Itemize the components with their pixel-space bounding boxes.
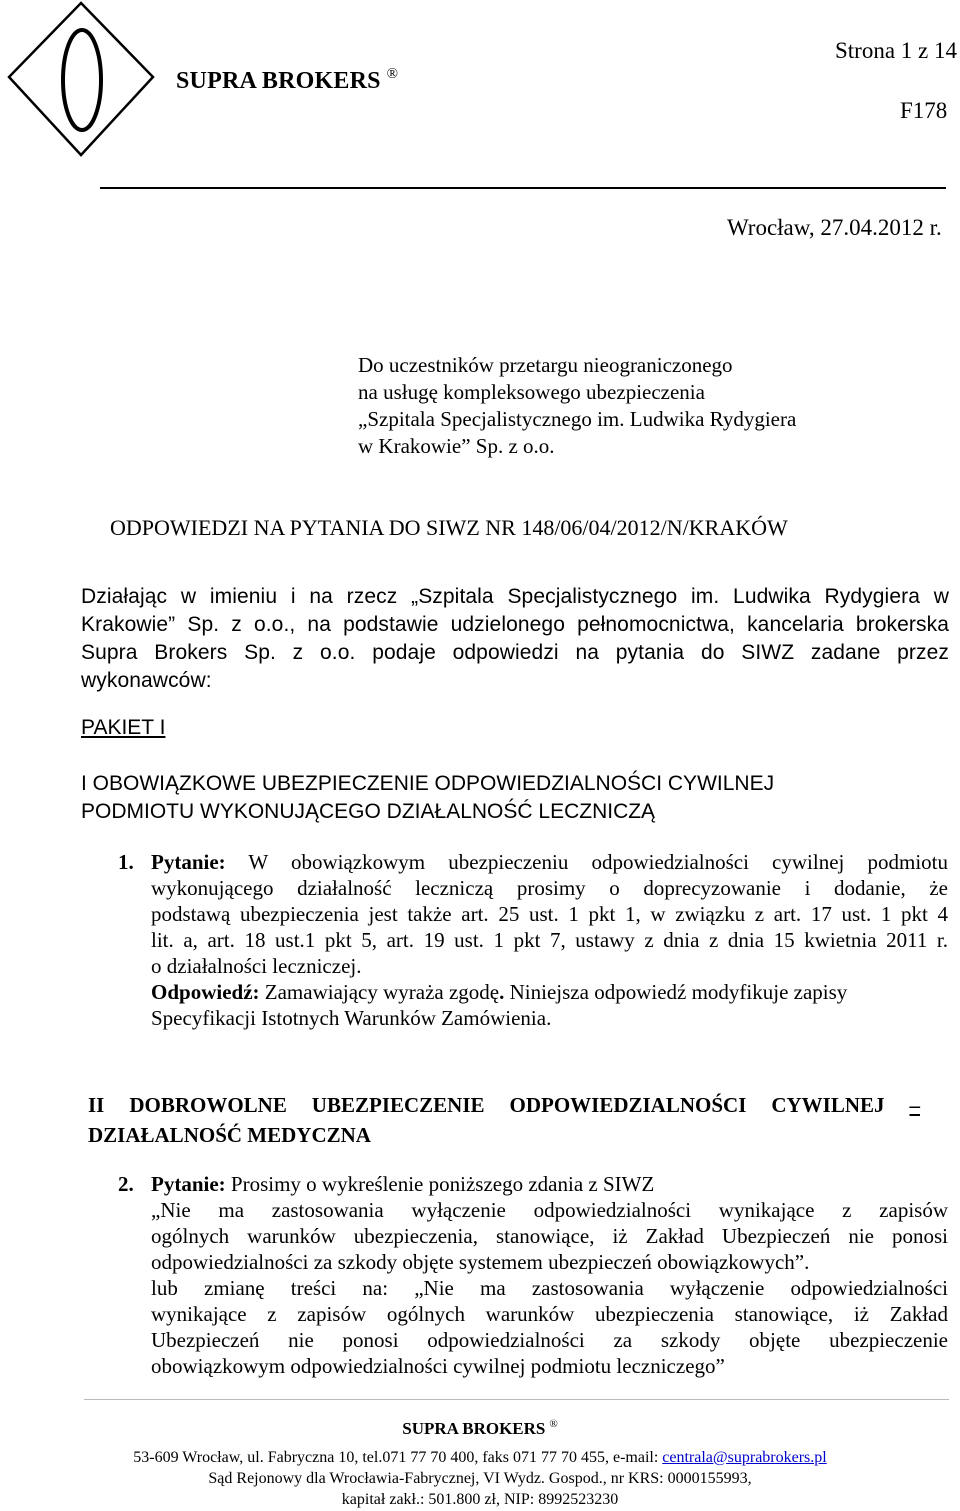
addressee-line: Do uczestników przetargu nieograniczonego <box>358 353 733 377</box>
question-1-line: lit. a, art. 18 ust.1 pkt 5, art. 19 ust. 1 pkt 7, ustawy z dnia z dnia 15 kwietnia 2011 r. <box>151 928 948 952</box>
footer-address: 53-609 Wrocław, ul. Fabryczna 10, tel.071 77 70 400, faks 071 77 70 455, e-mail: centrala@suprabrokers.pl <box>133 1449 827 1466</box>
brand-name: SUPRA BROKERS ® <box>176 66 399 94</box>
section-2-heading <box>88 1090 920 1150</box>
question-2-line: lub zmianę treści na: „Nie ma zastosowania wyłączenie odpowiedzialności <box>151 1276 948 1300</box>
answer-label: Odpowiedź: <box>151 980 260 1004</box>
question-2-line: „Nie ma zastosowania wyłączenie odpowiedzialności wynikające z zapisów <box>151 1198 948 1222</box>
intro-paragraph <box>81 583 949 695</box>
question-1-line: podstawą ubezpieczenia jest także art. 25 ust. 1 pkt 1, w związku z art. 17 ust. 1 pkt 4 <box>151 902 948 926</box>
question-1-line: o działalności leczniczej. <box>151 954 362 978</box>
question-1-line: Pytanie: W obowiązkowym ubezpieczeniu odpowiedzialności cywilnej podmiotu <box>151 850 948 874</box>
addressee-line: „Szpitala Specjalistycznego im. Ludwika Rydygiera <box>358 407 797 431</box>
answer-1-line: Odpowiedź: Zamawiający wyraża zgodę. Niniejsza odpowiedź modyfikuje zapisy <box>151 980 848 1004</box>
registered-mark: ® <box>549 1418 558 1430</box>
question-2-line: odpowiedzialności za szkody objęte systemem ubezpieczeń obowiązkowych”. <box>151 1250 810 1274</box>
addressee <box>358 352 796 460</box>
intro-line: wykonawców: <box>81 669 212 692</box>
footer-court: Sąd Rejonowy dla Wrocławia-Fabrycznej, VI Wydz. Gospod., nr KRS: 0000155993, <box>208 1470 752 1487</box>
question-2-line: Ubezpieczeń nie ponosi odpowiedzialności za szkody objęte ubezpieczenie <box>151 1328 948 1352</box>
question-1-body <box>151 849 948 1031</box>
question-2-line: Pytanie: Prosimy o wykreślenie poniższego zdania z SIWZ <box>151 1172 655 1196</box>
answer-1-line: Specyfikacji Istotnych Warunków Zamówienia. <box>151 1006 552 1030</box>
section-1-line: I OBOWIĄZKOWE UBEZPIECZENIE ODPOWIEDZIALNOŚCI CYWILNEJ <box>81 772 775 795</box>
registered-mark: ® <box>386 66 399 82</box>
pakiet-heading: PAKIET I <box>81 716 166 739</box>
intro-line: Działając w imieniu i na rzecz „Szpitala Specjalistycznego im. Ludwika Rydygiera w <box>81 585 949 608</box>
section-2-line: II DOBROWOLNE UBEZPIECZENIE ODPOWIEDZIALNOŚCI CYWILNEJ – <box>88 1093 920 1117</box>
supra-brokers-logo-icon <box>6 0 156 158</box>
footer-divider <box>84 1399 949 1400</box>
section-1-heading <box>81 770 901 826</box>
addressee-line: na usługę kompleksowego ubezpieczenia <box>358 380 705 404</box>
question-1-number: 1. <box>118 850 134 874</box>
footer-brand: SUPRA BROKERS ® <box>402 1418 558 1438</box>
question-1-line: wykonującego działalność leczniczą prosimy o doprecyzowanie i dodanie, że <box>151 876 948 900</box>
question-2-line: wynikające z zapisów ogólnych warunków ubezpieczenia stanowiące, iż Zakład <box>151 1302 948 1326</box>
header-divider <box>100 187 946 189</box>
question-label: Pytanie: <box>151 850 226 874</box>
page-number: Strona 1 z 14 <box>835 38 958 63</box>
section-2-line: DZIAŁALNOŚĆ MEDYCZNA <box>88 1123 371 1147</box>
footer-capital: kapitał zakł.: 501.800 zł, NIP: 8992523230 <box>341 1491 619 1508</box>
question-2-number: 2. <box>118 1172 134 1196</box>
question-label: Pytanie: <box>151 1172 226 1196</box>
question-2-line: obowiązkowym odpowiedzialności cywilnej podmiotu leczniczego” <box>151 1354 725 1378</box>
addressee-line: w Krakowie” Sp. z o.o. <box>358 434 555 458</box>
footer-email-link[interactable]: centrala@suprabrokers.pl <box>662 1449 827 1466</box>
date-line: Wrocław, 27.04.2012 r. <box>727 215 942 240</box>
question-2-line: ogólnych warunków ubezpieczenia, stanowiące, iż Zakład Ubezpieczeń nie ponosi <box>151 1224 948 1248</box>
form-code: F178 <box>900 98 948 123</box>
document-title: ODPOWIEDZI NA PYTANIA DO SIWZ NR 148/06/04/2012/N/KRAKÓW <box>110 515 788 540</box>
question-2-body <box>151 1171 948 1379</box>
section-1-line: PODMIOTU WYKONUJĄCEGO DZIAŁALNOŚĆ LECZNICZĄ <box>81 800 656 823</box>
intro-line: Supra Brokers Sp. z o.o. podaje odpowiedzi na pytania do SIWZ zadane przez <box>81 641 949 664</box>
intro-line: Krakowie” Sp. z o.o., na podstawie udzielonego pełnomocnictwa, kancelaria brokerska <box>81 613 949 636</box>
